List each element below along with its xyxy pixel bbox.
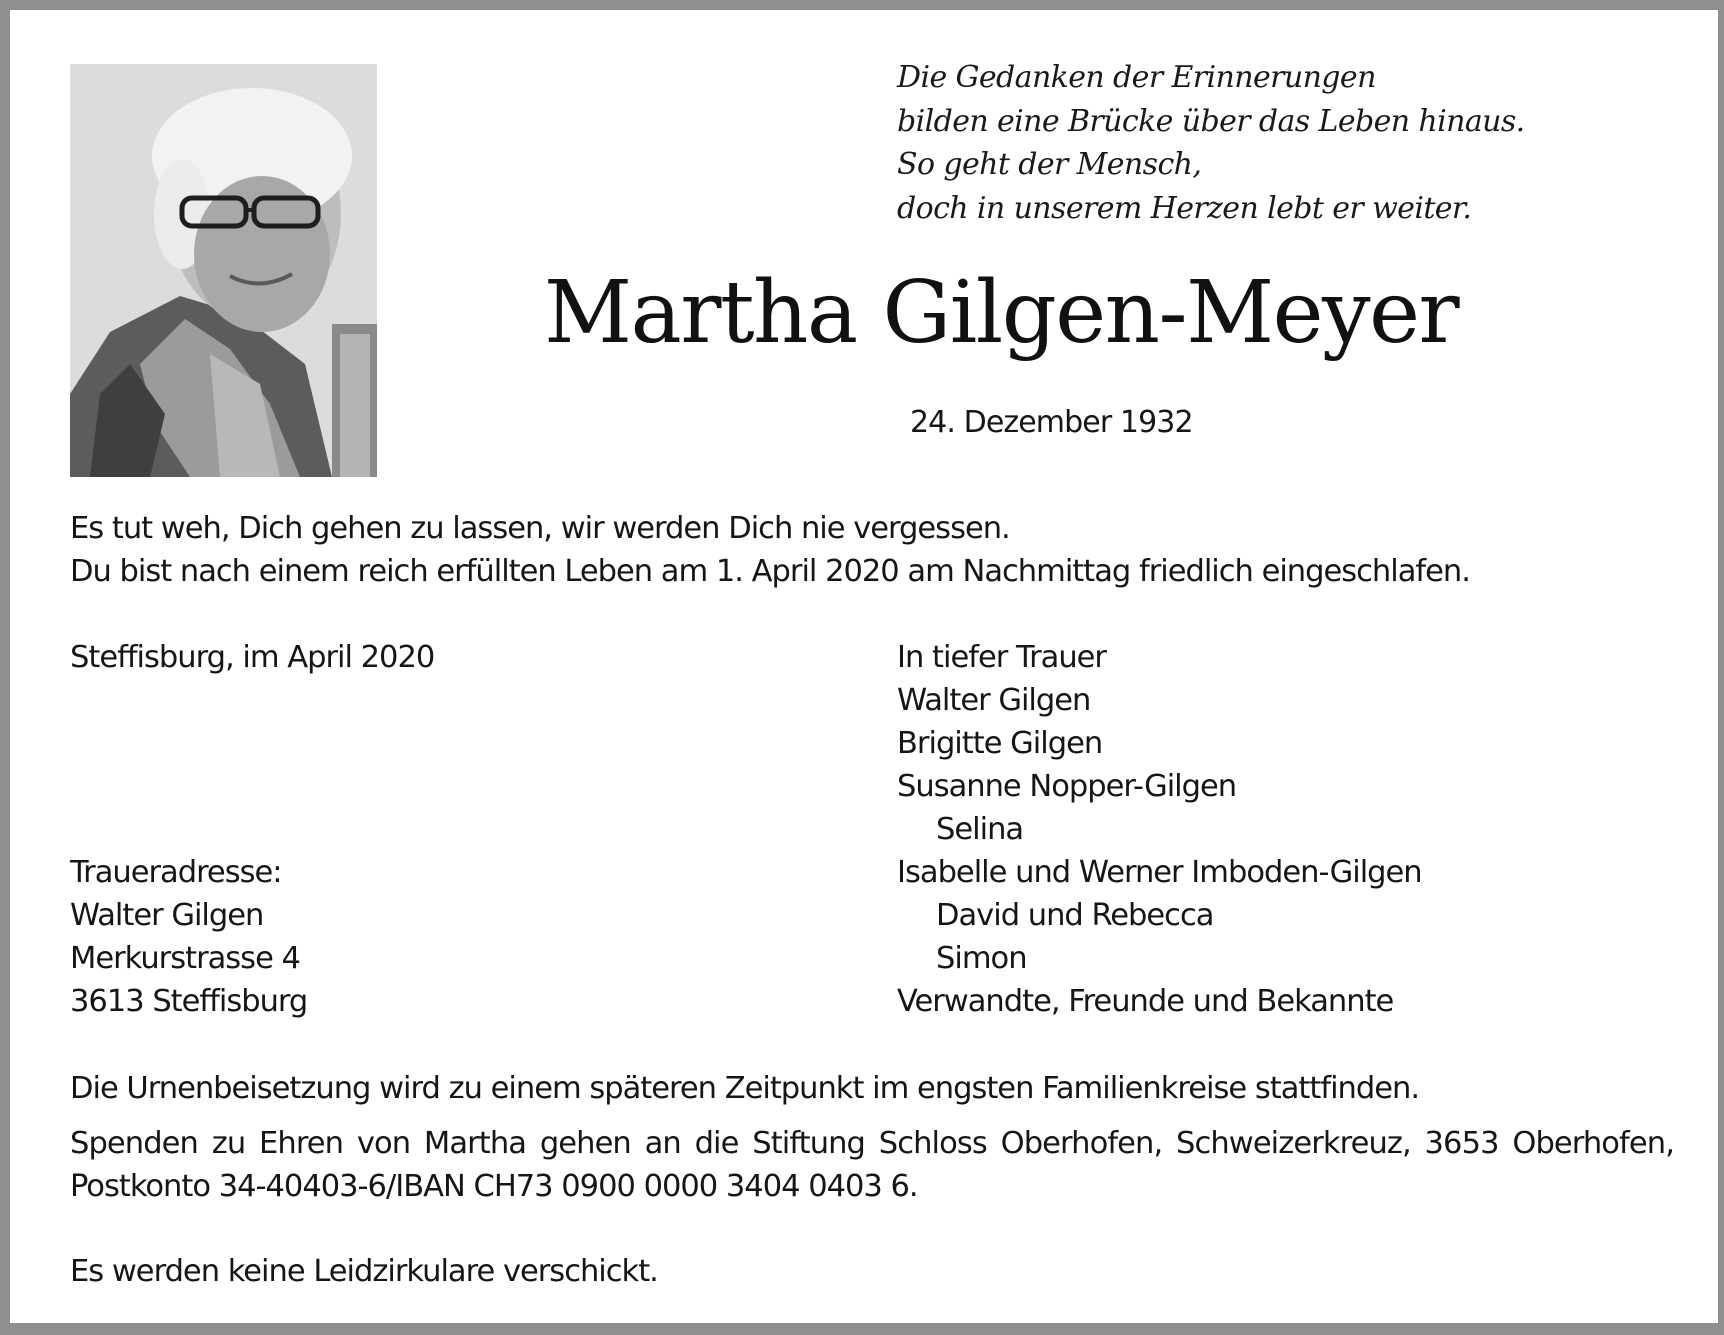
mourner-line: Isabelle und Werner Imboden-Gilgen [897, 855, 1422, 890]
donation-note [70, 1122, 1674, 1208]
intro-line: Du bist nach einem reich erfüllten Leben am 1. April 2020 am Nachmittag friedlich eingeschlafen. [70, 554, 1470, 589]
mourner-line: Brigitte Gilgen [897, 726, 1103, 761]
portrait-photo [70, 64, 377, 477]
quote-line: So geht der Mensch, [897, 147, 1202, 182]
mourner-line: Susanne Nopper-Gilgen [897, 769, 1237, 804]
address-name: Walter Gilgen [70, 898, 264, 933]
quote-line: bilden eine Brücke über das Leben hinaus. [897, 103, 1525, 139]
birth-date: 24. Dezember 1932 [910, 405, 1193, 440]
address-street: Merkurstrasse 4 [70, 941, 300, 976]
address-city: 3613 Steffisburg [70, 984, 308, 1019]
memorial-quote [897, 56, 1525, 230]
burial-note: Die Urnenbeisetzung wird zu einem späteren Zeitpunkt im engsten Familienkreise stattfinden. [70, 1071, 1420, 1106]
quote-line: Die Gedanken der Erinnerungen [897, 60, 1376, 95]
mourners-list [897, 636, 1422, 1023]
intro-text [70, 507, 1470, 593]
mourner-line: Walter Gilgen [897, 683, 1091, 718]
place-date: Steffisburg, im April 2020 [70, 640, 435, 675]
deceased-name: Martha Gilgen-Meyer [544, 263, 1459, 363]
mourner-line: David und Rebecca [936, 898, 1214, 933]
portrait-image [70, 64, 377, 477]
donation-line: Spenden zu Ehren von Martha gehen an die Stiftung Schloss Oberhofen, Schweizerkreuz, 3653 Oberhofen, [70, 1126, 1674, 1161]
mourner-line: Selina [936, 812, 1024, 847]
quote-line: doch in unserem Herzen lebt er weiter. [897, 190, 1472, 226]
no-letters-note: Es werden keine Leidzirkulare verschickt. [70, 1254, 658, 1289]
donation-line: Postkonto 34-40403-6/IBAN CH73 0900 0000 3404 0403 6. [70, 1169, 918, 1204]
mourner-line: Simon [936, 941, 1027, 976]
mourning-address [70, 851, 307, 1023]
mourner-line: Verwandte, Freunde und Bekannte [897, 984, 1394, 1019]
intro-line: Es tut weh, Dich gehen zu lassen, wir werden Dich nie vergessen. [70, 511, 1010, 546]
address-label: Traueradresse: [70, 855, 282, 890]
mourners-heading: In tiefer Trauer [897, 640, 1106, 675]
